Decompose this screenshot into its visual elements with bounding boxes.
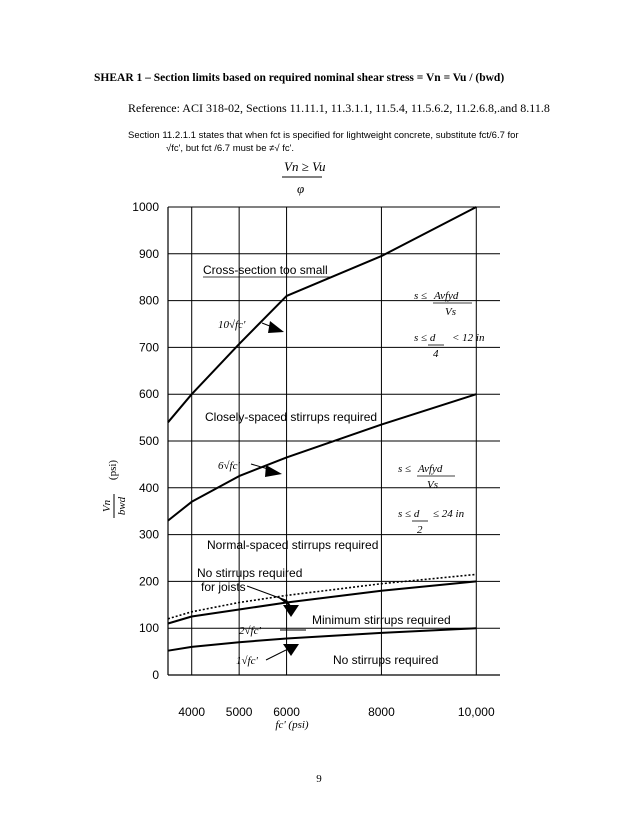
y-tick-label: 0 — [152, 668, 159, 682]
formula-s-upper — [414, 290, 472, 318]
formula-d2-right: ≤ 24 in — [433, 508, 465, 520]
formula-d4-left: s ≤ d — [414, 332, 436, 344]
formula-s-upper-den: Vs — [445, 306, 456, 318]
x-tick-label: 6000 — [273, 705, 300, 719]
label-closely-spaced: Closely-spaced stirrups required — [205, 410, 378, 424]
formula-d4-right: < 12 in — [452, 332, 485, 344]
y-tick-label: 400 — [138, 480, 159, 495]
note-line-2: √fc', but fct /6.7 must be ≠√ fc'. — [166, 143, 295, 154]
arrow-1-shaft — [266, 650, 286, 660]
series-line-0 — [168, 207, 476, 422]
annotation-2: 2√fc' — [239, 625, 261, 637]
formula-s-upper-lhs: s ≤ — [414, 290, 428, 302]
y-tick-labels — [132, 200, 159, 682]
label-joists-1: No stirrups required — [197, 566, 303, 580]
y-axis-title-bottom: bwd — [116, 496, 128, 516]
y-tick-label: 200 — [138, 574, 159, 589]
label-minimum-stirrups: Minimum stirrups required — [312, 613, 451, 627]
x-tick-label: 5000 — [225, 705, 253, 719]
formula-s-lower-num: Avfyd — [418, 463, 443, 475]
page-title: SHEAR 1 – Section limits based on required nominal shear stress = Vn = Vu / (bwd) — [94, 72, 505, 84]
y-tick-label: 1000 — [132, 200, 159, 214]
header-formula-lhs: Vn ≥ Vu — [284, 159, 326, 174]
label-cross-section: Cross-section too small — [203, 263, 328, 277]
formula-d2 — [398, 508, 465, 536]
y-tick-label: 800 — [138, 293, 159, 308]
formula-s-upper-num: Avfyd — [434, 290, 459, 302]
y-axis-title — [101, 460, 128, 518]
formula-s-lower-lhs: s ≤ — [398, 463, 412, 475]
formula-d4 — [414, 332, 485, 360]
formula-s-lower — [398, 463, 455, 491]
formula-d4-den: 4 — [433, 348, 439, 360]
y-tick-label: 700 — [138, 340, 159, 355]
reference-line: Reference: ACI 318-02, Sections 11.11.1, 11.3.1.1, 11.5.4, 11.5.6.2, 11.2.6.8,.and 8.11.8 — [128, 101, 550, 115]
x-axis-title: fc' (psi) — [275, 719, 309, 731]
header-formula-denominator: φ — [297, 181, 305, 196]
annotation-10: 10√fc' — [218, 319, 246, 331]
y-tick-label: 300 — [138, 527, 159, 542]
arrow-6-head — [265, 465, 282, 477]
x-tick-labels — [178, 705, 495, 719]
annotation-6: 6√fc' — [218, 460, 240, 472]
page-number: 9 — [316, 773, 322, 785]
label-no-stirrups: No stirrups required — [333, 653, 439, 667]
y-axis-title-unit: (psi) — [107, 459, 119, 481]
label-normal-spaced: Normal-spaced stirrups required — [207, 538, 379, 552]
formula-s-lower-den: Vs — [427, 479, 438, 491]
formula-d2-den: 2 — [417, 524, 423, 536]
x-tick-label: 8000 — [368, 705, 395, 719]
arrow-2-head — [283, 605, 299, 617]
note-line-1: Section 11.2.1.1 states that when fct is specified for lightweight concrete, substitute fct/6.7 for — [128, 130, 519, 141]
x-tick-label: 10,000 — [457, 705, 495, 719]
y-tick-label: 900 — [138, 246, 159, 261]
label-joists-2: for joists — [201, 580, 246, 594]
y-axis-title-top: Vn — [101, 499, 113, 513]
arrow-10-head — [268, 321, 284, 333]
formula-d2-left: s ≤ d — [398, 508, 420, 520]
series-line-4 — [168, 628, 476, 651]
y-tick-label: 600 — [138, 387, 159, 402]
y-tick-label: 100 — [138, 621, 159, 636]
x-tick-label: 4000 — [178, 705, 206, 719]
annotation-1: 1√fc' — [236, 655, 258, 667]
y-tick-label: 500 — [138, 434, 159, 448]
